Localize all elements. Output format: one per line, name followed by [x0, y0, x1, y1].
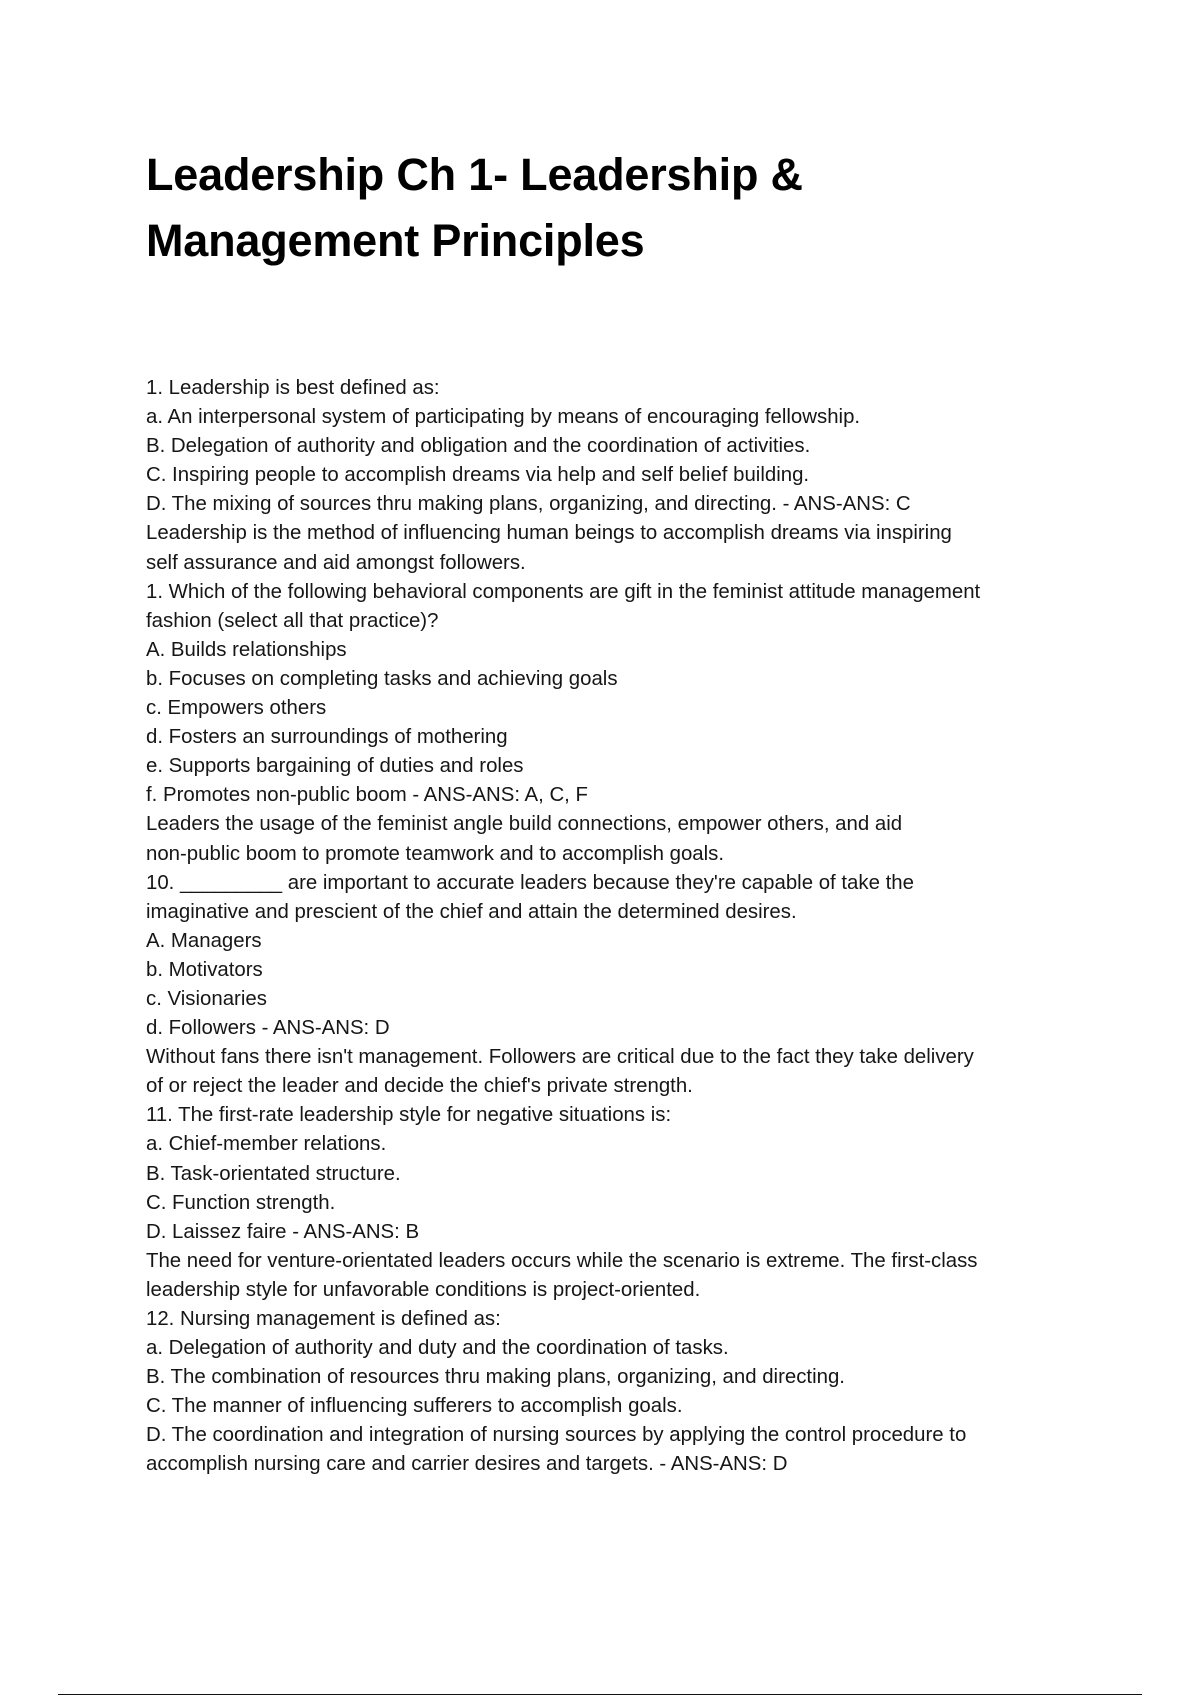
body-line: e. Supports bargaining of duties and roles — [146, 755, 524, 778]
body-line: c. Empowers others — [146, 697, 327, 720]
body-line: Leadership is the method of influencing human beings to accomplish dreams via inspiring — [146, 522, 952, 545]
body-line: a. Chief-member relations. — [146, 1133, 387, 1156]
title-line: Management Principles — [146, 215, 645, 266]
body-line: imaginative and prescient of the chief and attain the determined desires. — [146, 900, 797, 923]
body-line: D. The coordination and integration of nursing sources by applying the control procedure to — [146, 1424, 967, 1447]
body-line: A. Managers — [146, 929, 262, 952]
title-line: Leadership Ch 1- Leadership & — [146, 149, 803, 200]
body-line: self assurance and aid amongst followers. — [146, 551, 526, 574]
body-line: b. Motivators — [146, 958, 263, 981]
body-line: B. Task-orientated structure. — [146, 1162, 401, 1185]
document-body — [146, 374, 1066, 1480]
footer-divider — [58, 1694, 1142, 1695]
body-line: a. An interpersonal system of participating by means of encouraging fellowship. — [146, 406, 861, 429]
body-line: 11. The first-rate leadership style for negative situations is: — [146, 1104, 672, 1127]
body-line: B. The combination of resources thru making plans, organizing, and directing. — [146, 1366, 845, 1389]
body-line: Without fans there isn't management. Followers are critical due to the fact they take delivery — [146, 1046, 974, 1069]
body-line: leadership style for unfavorable conditions is project-oriented. — [146, 1278, 701, 1301]
body-line: c. Visionaries — [146, 987, 267, 1010]
body-line: f. Promotes non-public boom - ANS-ANS: A, C, F — [146, 784, 588, 807]
body-line: D. Laissez faire - ANS-ANS: B — [146, 1220, 420, 1243]
body-line: a. Delegation of authority and duty and the coordination of tasks. — [146, 1337, 729, 1360]
body-line: 1. Leadership is best defined as: — [146, 377, 440, 399]
body-line: Leaders the usage of the feminist angle build connections, empower others, and aid — [146, 813, 903, 836]
body-line: d. Followers - ANS-ANS: D — [146, 1017, 390, 1040]
body-line: fashion (select all that practice)? — [146, 609, 439, 632]
body-line: of or reject the leader and decide the chief's private strength. — [146, 1075, 693, 1098]
body-line: non-public boom to promote teamwork and to accomplish goals. — [146, 842, 725, 865]
body-line: 12. Nursing management is defined as: — [146, 1308, 501, 1330]
body-line: C. The manner of influencing sufferers to accomplish goals. — [146, 1395, 683, 1418]
body-line: D. The mixing of sources thru making plans, organizing, and directing. - ANS-ANS: C — [146, 493, 911, 516]
body-line: 1. Which of the following behavioral components are gift in the feminist attitude management — [146, 580, 981, 603]
body-line: C. Inspiring people to accomplish dreams via help and self belief building. — [146, 464, 810, 487]
body-line: A. Builds relationships — [146, 638, 347, 661]
document-title — [146, 142, 1066, 274]
body-line: The need for venture-orientated leaders occurs while the scenario is extreme. The first-class — [146, 1249, 978, 1272]
body-line: accomplish nursing care and carrier desires and targets. - ANS-ANS: D — [146, 1453, 788, 1476]
body-line: B. Delegation of authority and obligation and the coordination of activities. — [146, 435, 811, 458]
body-line: C. Function strength. — [146, 1191, 336, 1214]
body-line: d. Fosters an surroundings of mothering — [146, 726, 508, 749]
body-line: 10. _________ are important to accurate leaders because they're capable of take the — [146, 871, 914, 894]
body-line: b. Focuses on completing tasks and achieving goals — [146, 667, 618, 690]
